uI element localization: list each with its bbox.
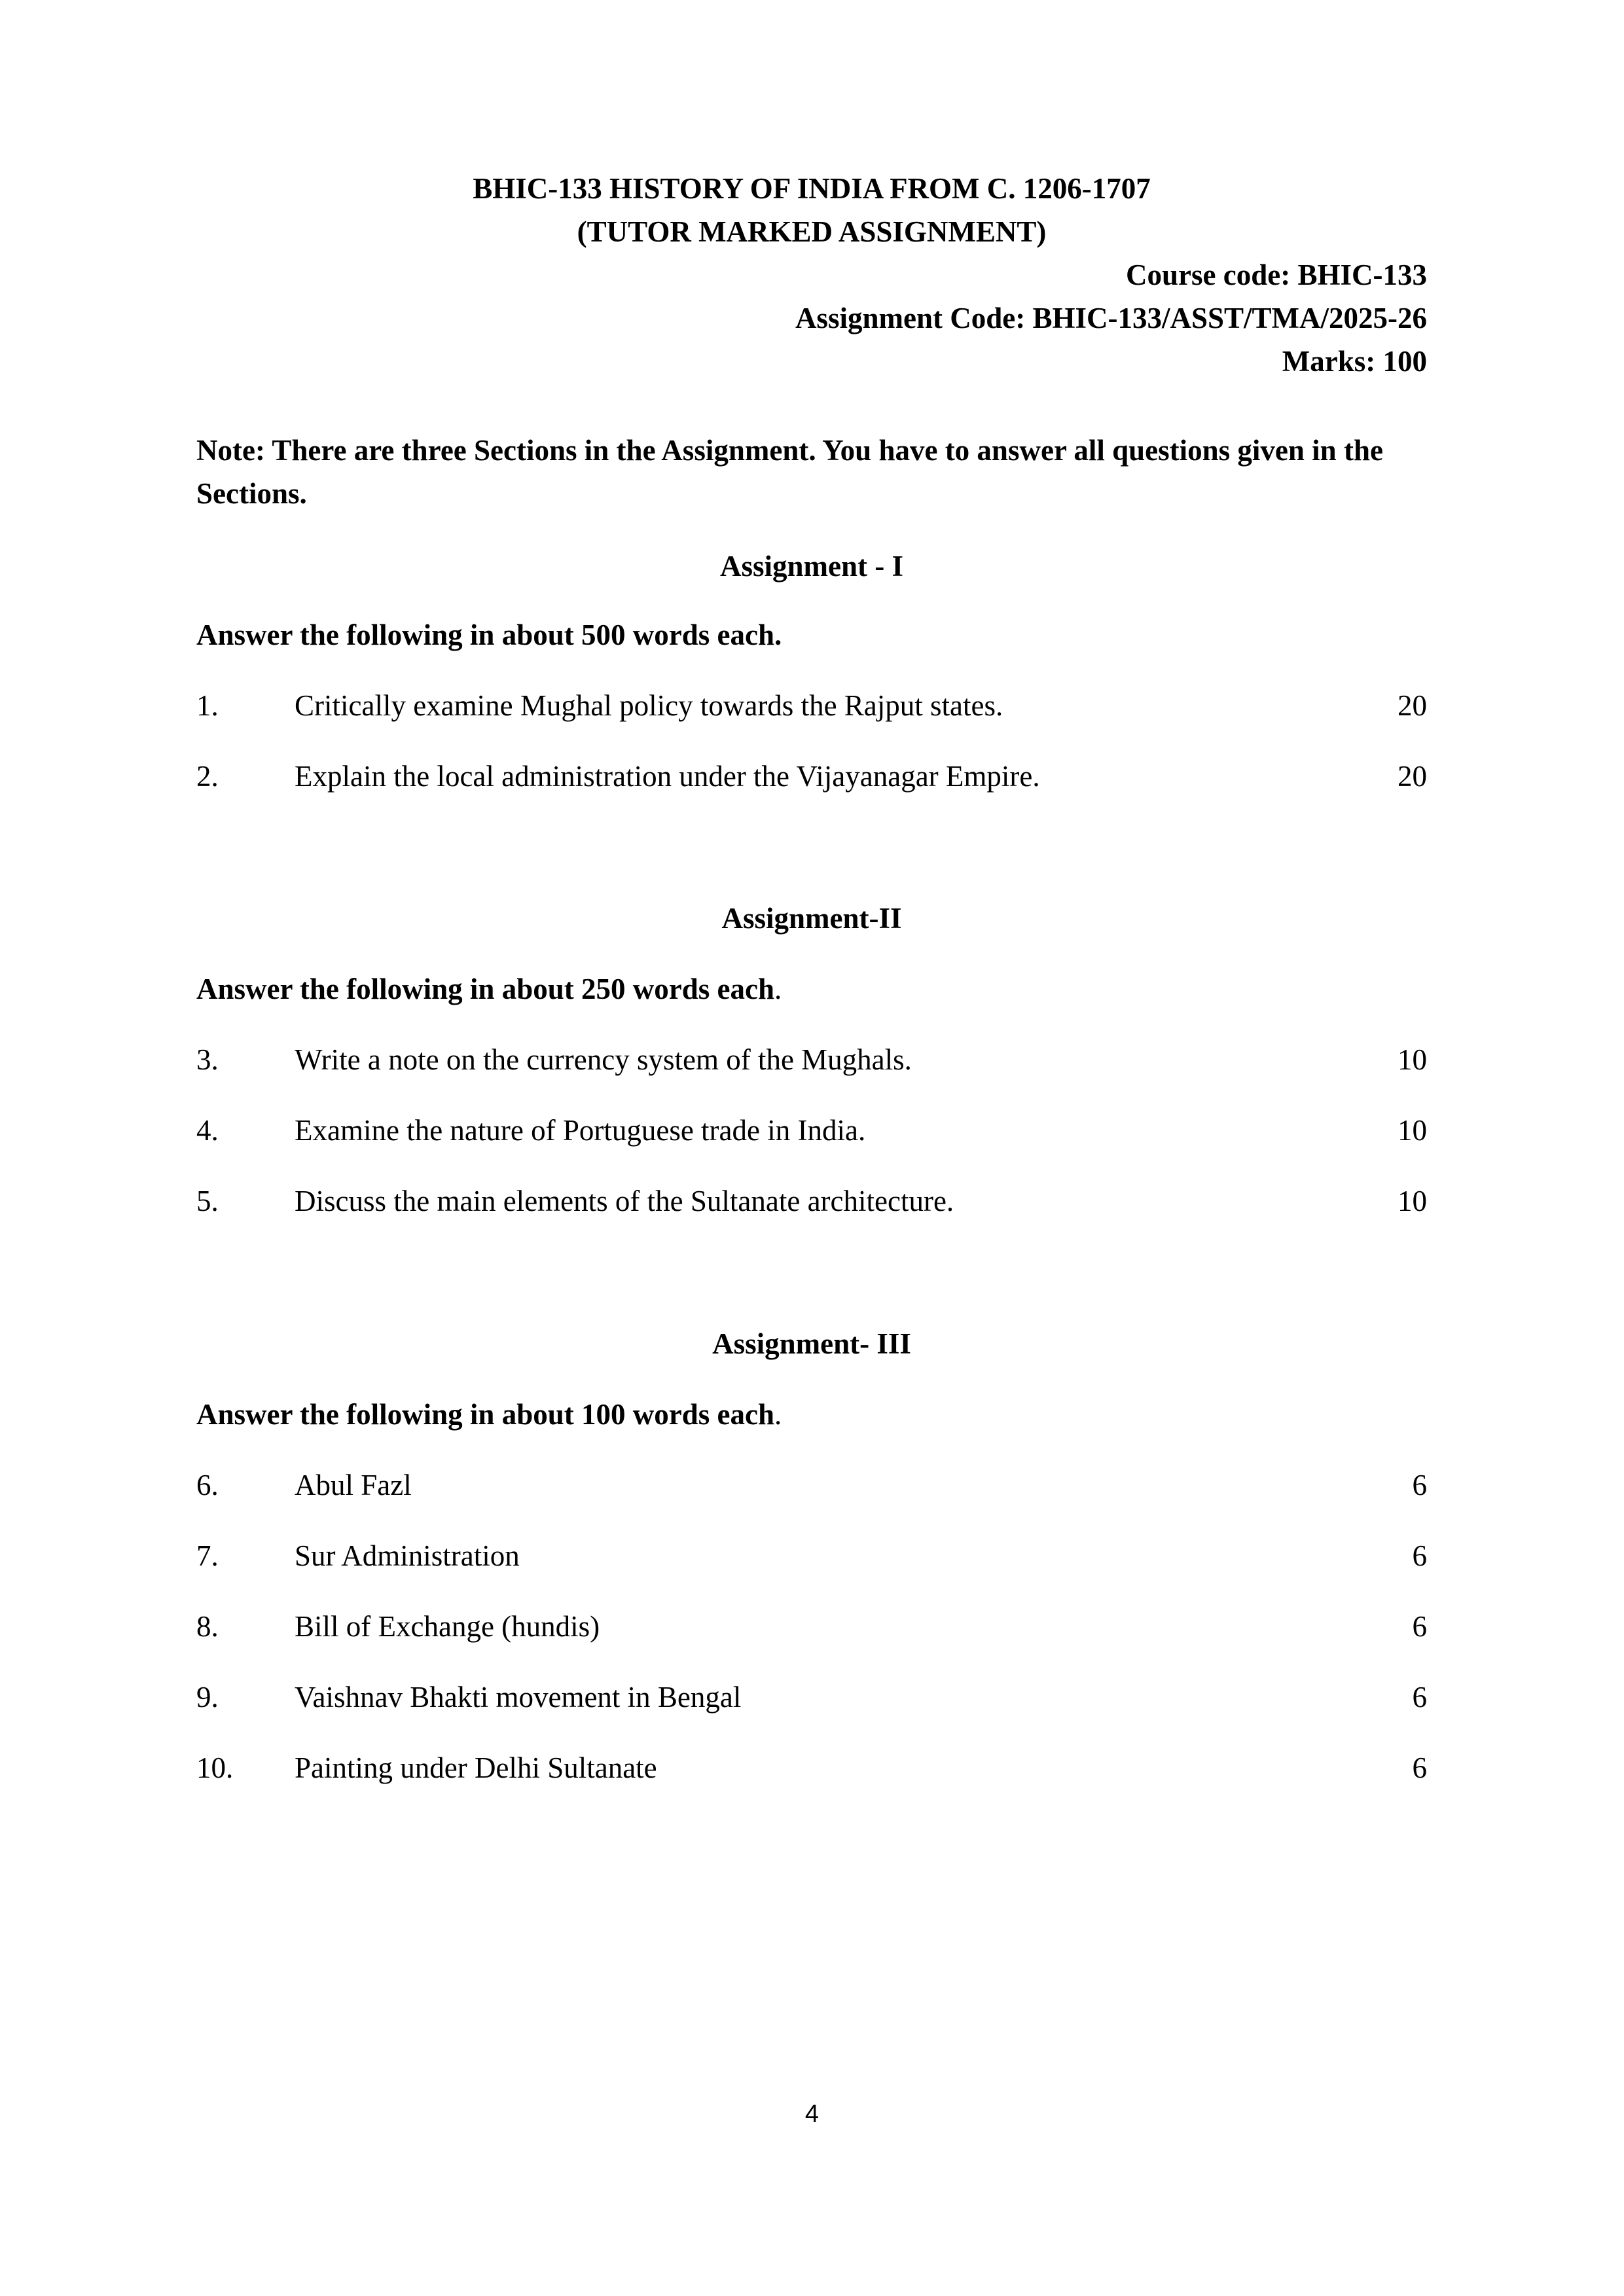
question-row [196,1748,1427,1787]
question-number: 2. [196,760,219,793]
question-marks: 10 [1398,1114,1427,1147]
instructions-note: Note: There are three Sections in the Assignment. You have to answer all questions given in the Sections. [196,434,1383,510]
question-text: Sur Administration [295,1539,520,1572]
document-header [196,167,1427,383]
question-row [196,1181,1427,1221]
question-number: 4. [196,1114,219,1147]
question-text: Bill of Exchange (hundis) [295,1610,600,1643]
section-instruction-suffix: . [774,1398,782,1431]
section-instruction-1 [196,615,1427,655]
question-marks: 10 [1398,1185,1427,1217]
question-row [196,1111,1427,1150]
question-number: 8. [196,1610,219,1643]
question-text: Abul Fazl [295,1469,412,1501]
section-heading-1: Assignment - I [719,550,904,583]
question-row [196,686,1427,725]
question-marks: 20 [1398,760,1427,793]
question-text: Painting under Delhi Sultanate [295,1751,657,1784]
question-marks: 6 [1412,1681,1427,1713]
question-number: 6. [196,1469,219,1501]
question-number: 3. [196,1043,219,1076]
course-code: Course code: BHIC-133 [1126,259,1427,291]
question-marks: 20 [1398,689,1427,722]
assignment-code: Assignment Code: BHIC-133/ASST/TMA/2025-26 [795,302,1427,334]
section-instruction-3 [196,1395,1427,1434]
question-text: Examine the nature of Portuguese trade in India. [295,1114,866,1147]
question-row [196,1040,1427,1079]
question-text: Explain the local administration under the Vijayanagar Empire. [295,760,1040,793]
question-number: 1. [196,689,219,722]
question-number: 9. [196,1681,219,1713]
question-marks: 6 [1412,1539,1427,1572]
document-subtitle: (TUTOR MARKED ASSIGNMENT) [577,215,1047,248]
question-number: 7. [196,1539,219,1572]
page-number: 4 [804,2100,820,2128]
question-marks: 6 [1412,1751,1427,1784]
question-text: Vaishnav Bhakti movement in Bengal [295,1681,742,1713]
question-marks: 6 [1412,1610,1427,1643]
section-instruction-2 [196,969,1427,1009]
section-instruction-text: Answer the following in about 100 words each [196,1398,774,1431]
question-number: 10. [196,1751,234,1784]
question-text: Write a note on the currency system of the Mughals. [295,1043,912,1076]
question-marks: 10 [1398,1043,1427,1076]
section-heading-3: Assignment- III [712,1327,911,1360]
question-row [196,1536,1427,1575]
section-heading-2: Assignment-II [721,902,902,935]
question-text: Critically examine Mughal policy towards the Rajput states. [295,689,1003,722]
document-title: BHIC-133 HISTORY OF INDIA FROM C. 1206-1707 [473,172,1151,205]
section-instruction-text: Answer the following in about 500 words each. [196,619,782,651]
section-instruction-suffix: . [774,973,782,1005]
question-row [196,1465,1427,1505]
question-text: Discuss the main elements of the Sultanate architecture. [295,1185,954,1217]
total-marks: Marks: 100 [1282,345,1427,378]
question-row [196,1607,1427,1646]
question-marks: 6 [1412,1469,1427,1501]
section-instruction-text: Answer the following in about 250 words each [196,973,774,1005]
question-row [196,1677,1427,1717]
question-number: 5. [196,1185,219,1217]
question-row [196,757,1427,796]
